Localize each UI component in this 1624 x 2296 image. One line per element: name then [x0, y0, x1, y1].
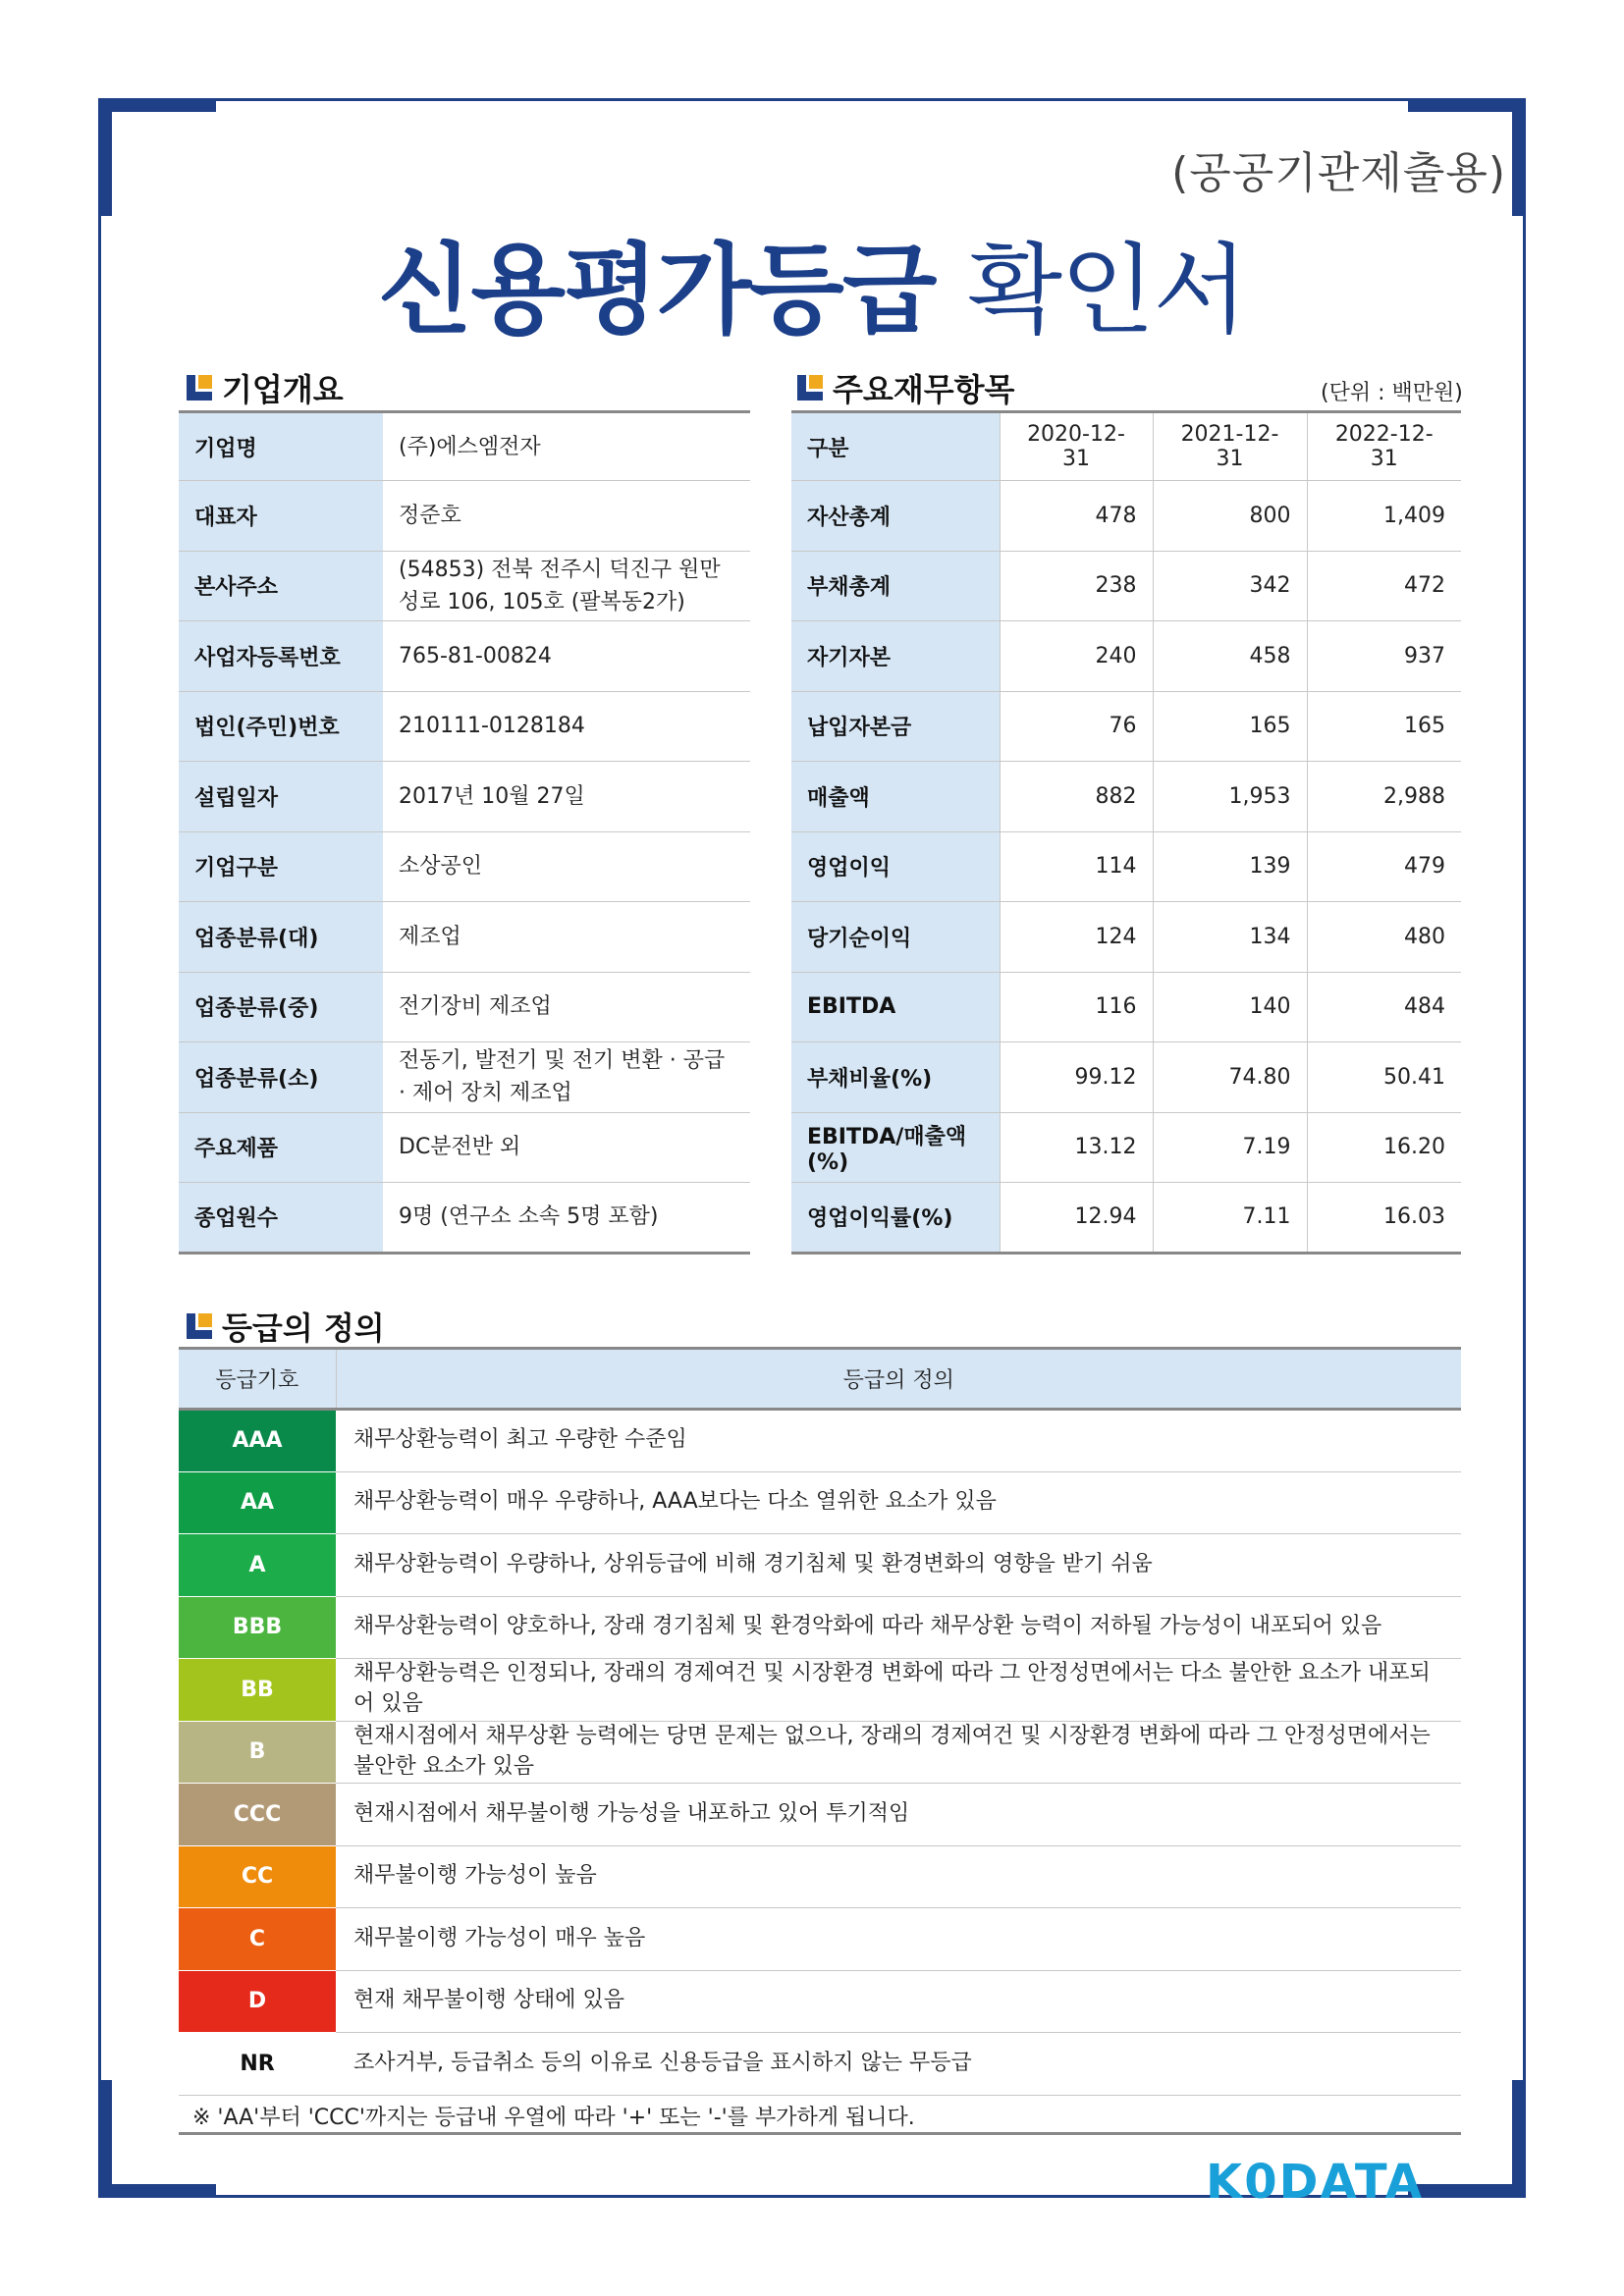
- finance-value: 1,409: [1307, 481, 1461, 552]
- section-bullet-icon: [187, 1313, 212, 1339]
- finance-value: 478: [1000, 481, 1153, 552]
- section-bullet-icon: [797, 375, 823, 400]
- finance-value: 484: [1307, 972, 1461, 1042]
- company-row: [179, 902, 750, 973]
- finance-row-label: 당기순이익: [791, 902, 1000, 973]
- finance-section-heading: [797, 365, 1014, 410]
- company-row-label: 기업구분: [179, 831, 383, 902]
- grade-symbol: C: [179, 1908, 336, 1971]
- grade-row: [179, 1596, 1461, 1659]
- grade-symbol: B: [179, 1721, 336, 1784]
- grade-row: [179, 1410, 1461, 1472]
- company-row-value: 전동기, 발전기 및 전기 변환 · 공급 · 제어 장치 제조업: [383, 1042, 750, 1113]
- grades-header-row: [179, 1349, 1461, 1410]
- company-row-value: 210111-0128184: [383, 691, 750, 762]
- grade-row: [179, 1784, 1461, 1846]
- company-row-label: 업종분류(소): [179, 1042, 383, 1113]
- finance-row: [791, 691, 1461, 762]
- grade-definition: 현재시점에서 채무불이행 가능성을 내포하고 있어 투기적임: [336, 1784, 1461, 1846]
- finance-row-label: 자산총계: [791, 481, 1000, 552]
- finance-row-label: 부채비율(%): [791, 1042, 1000, 1113]
- title-light: 확인서: [967, 233, 1247, 347]
- grade-definition: 채무상환능력이 양호하나, 장래 경기침체 및 환경악화에 따라 채무상환 능력이 저하될 가능성이 내포되어 있음: [336, 1596, 1461, 1659]
- finance-value: 342: [1153, 551, 1307, 621]
- grades-header-definition: 등급의 정의: [336, 1349, 1461, 1410]
- finance-value: 165: [1307, 691, 1461, 762]
- finance-value: 165: [1153, 691, 1307, 762]
- finance-row: [791, 1183, 1461, 1254]
- finance-value: 7.19: [1153, 1112, 1307, 1183]
- finance-value: 480: [1307, 902, 1461, 973]
- frame-corner-bl-h: [98, 2184, 216, 2198]
- grade-row: [179, 1534, 1461, 1597]
- finance-value: 140: [1153, 972, 1307, 1042]
- company-row-label: 본사주소: [179, 551, 383, 621]
- finance-value: 479: [1307, 831, 1461, 902]
- grade-row: [179, 2033, 1461, 2096]
- company-row-label: 사업자등록번호: [179, 621, 383, 692]
- grade-definition: 채무불이행 가능성이 높음: [336, 1845, 1461, 1908]
- grades-table: [179, 1347, 1461, 2096]
- frame-corner-br-h: [1408, 2184, 1526, 2198]
- company-row: [179, 551, 750, 621]
- company-section-heading: [187, 365, 344, 410]
- company-row-value: 전기장비 제조업: [383, 972, 750, 1042]
- grade-definition: 현재시점에서 채무상환 능력에는 당면 문제는 없으나, 장래의 경제여건 및 시장환경 변화에 따라 그 안정성면에서는 불안한 요소가 있음: [336, 1721, 1461, 1784]
- finance-row-label: 자기자본: [791, 621, 1000, 692]
- finance-row: [791, 621, 1461, 692]
- frame-corner-tr: [1512, 98, 1526, 216]
- finance-value: 16.20: [1307, 1112, 1461, 1183]
- grade-symbol: AAA: [179, 1410, 336, 1472]
- grade-row: [179, 1970, 1461, 2033]
- title-bold: 신용평가등급: [377, 233, 936, 347]
- finance-value: 134: [1153, 902, 1307, 973]
- finance-header-row: [791, 412, 1461, 481]
- finance-row-label: 영업이익: [791, 831, 1000, 902]
- finance-value: 74.80: [1153, 1042, 1307, 1113]
- grade-row: [179, 1471, 1461, 1534]
- finance-value: 882: [1000, 762, 1153, 832]
- finance-value: 2,988: [1307, 762, 1461, 832]
- section-bullet-icon: [187, 375, 212, 400]
- finance-value: 116: [1000, 972, 1153, 1042]
- finance-row-label: EBITDA/매출액(%): [791, 1112, 1000, 1183]
- company-row: [179, 481, 750, 552]
- company-row-label: 주요제품: [179, 1112, 383, 1183]
- grade-symbol: BB: [179, 1659, 336, 1722]
- grades-section-heading: [187, 1304, 385, 1349]
- grades-header-symbol: 등급기호: [179, 1349, 336, 1410]
- company-row-value: 제조업: [383, 902, 750, 973]
- grades-section-title: 등급의 정의: [222, 1309, 385, 1347]
- finance-header-year: 2022-12-31: [1307, 412, 1461, 481]
- grade-definition: 채무상환능력은 인정되나, 장래의 경제여건 및 시장환경 변화에 따라 그 안정성면에서는 다소 불안한 요소가 내포되어 있음: [336, 1659, 1461, 1722]
- finance-value: 238: [1000, 551, 1153, 621]
- company-row: [179, 691, 750, 762]
- finance-value: 76: [1000, 691, 1153, 762]
- company-row-label: 대표자: [179, 481, 383, 552]
- grade-symbol: BBB: [179, 1596, 336, 1659]
- finance-row-label: 부채총계: [791, 551, 1000, 621]
- finance-header-label: 구분: [791, 412, 1000, 481]
- finance-value: 124: [1000, 902, 1153, 973]
- finance-row-label: EBITDA: [791, 972, 1000, 1042]
- grade-symbol: CC: [179, 1845, 336, 1908]
- company-row-value: 2017년 10월 27일: [383, 762, 750, 832]
- grade-row: [179, 1845, 1461, 1908]
- company-row-value: (주)에스엠전자: [383, 412, 750, 481]
- company-row-value: (54853) 전북 전주시 덕진구 원만성로 106, 105호 (팔복동2가): [383, 551, 750, 621]
- grade-definition: 현재 채무불이행 상태에 있음: [336, 1970, 1461, 2033]
- finance-row-label: 영업이익률(%): [791, 1183, 1000, 1254]
- company-row: [179, 621, 750, 692]
- finance-header-year: 2021-12-31: [1153, 412, 1307, 481]
- grade-symbol: AA: [179, 1471, 336, 1534]
- company-row-value: 765-81-00824: [383, 621, 750, 692]
- finance-value: 12.94: [1000, 1183, 1153, 1254]
- finance-row: [791, 481, 1461, 552]
- frame-corner-tl: [98, 98, 112, 216]
- company-row: [179, 762, 750, 832]
- company-row-label: 업종분류(중): [179, 972, 383, 1042]
- grade-definition: 조사거부, 등급취소 등의 이유로 신용등급을 표시하지 않는 무등급: [336, 2033, 1461, 2096]
- company-row-label: 업종분류(대): [179, 902, 383, 973]
- finance-value: 16.03: [1307, 1183, 1461, 1254]
- finance-value: 458: [1153, 621, 1307, 692]
- company-row-value: 9명 (연구소 소속 5명 포함): [383, 1183, 750, 1254]
- company-row-label: 설립일자: [179, 762, 383, 832]
- grade-definition: 채무상환능력이 매우 우량하나, AAA보다는 다소 열위한 요소가 있음: [336, 1471, 1461, 1534]
- grade-symbol: NR: [179, 2033, 336, 2096]
- finance-value: 240: [1000, 621, 1153, 692]
- document-subtitle: (공공기관제출용): [1171, 148, 1506, 198]
- grade-definition: 채무불이행 가능성이 매우 높음: [336, 1908, 1461, 1971]
- finance-unit: (단위 : 백만원): [1321, 381, 1463, 405]
- company-row: [179, 972, 750, 1042]
- finance-value: 99.12: [1000, 1042, 1153, 1113]
- finance-row: [791, 1042, 1461, 1113]
- frame-corner-tr-h: [1408, 98, 1526, 112]
- company-row-label: 종업원수: [179, 1183, 383, 1254]
- finance-value: 1,953: [1153, 762, 1307, 832]
- finance-value: 13.12: [1000, 1112, 1153, 1183]
- grades-bottom-rule: [179, 2132, 1461, 2135]
- finance-row-label: 매출액: [791, 762, 1000, 832]
- finance-row: [791, 831, 1461, 902]
- company-row: [179, 831, 750, 902]
- grade-symbol: D: [179, 1970, 336, 2033]
- finance-header-year: 2020-12-31: [1000, 412, 1153, 481]
- company-row-value: DC분전반 외: [383, 1112, 750, 1183]
- finance-row: [791, 972, 1461, 1042]
- finance-value: 472: [1307, 551, 1461, 621]
- finance-value: 7.11: [1153, 1183, 1307, 1254]
- grade-symbol: A: [179, 1534, 336, 1597]
- grade-definition: 채무상환능력이 우량하나, 상위등급에 비해 경기침체 및 환경변화의 영향을 받기 쉬움: [336, 1534, 1461, 1597]
- finance-row: [791, 1112, 1461, 1183]
- finance-row-label: 납입자본금: [791, 691, 1000, 762]
- company-table: [179, 410, 750, 1255]
- grade-symbol: CCC: [179, 1784, 336, 1846]
- finance-value: 937: [1307, 621, 1461, 692]
- document-title: [0, 211, 1624, 352]
- company-row: [179, 412, 750, 481]
- finance-value: 114: [1000, 831, 1153, 902]
- grade-row: [179, 1908, 1461, 1971]
- company-row: [179, 1183, 750, 1254]
- company-row-label: 기업명: [179, 412, 383, 481]
- frame-corner-br: [1512, 2080, 1526, 2198]
- company-row-label: 법인(주민)번호: [179, 691, 383, 762]
- finance-row: [791, 902, 1461, 973]
- grade-row: [179, 1721, 1461, 1784]
- grades-note: ※ 'AA'부터 'CCC'까지는 등급내 우열에 따라 '+' 또는 '-'를 부가하게 됩니다.: [192, 2106, 915, 2130]
- finance-value: 50.41: [1307, 1042, 1461, 1113]
- finance-value: 139: [1153, 831, 1307, 902]
- grade-row: [179, 1659, 1461, 1722]
- finance-value: 800: [1153, 481, 1307, 552]
- frame-corner-bl: [98, 2080, 112, 2198]
- grade-definition: 채무상환능력이 최고 우량한 수준임: [336, 1410, 1461, 1472]
- company-row: [179, 1112, 750, 1183]
- kodata-logo: K0DATA: [1206, 2155, 1425, 2210]
- finance-section-title: 주요재무항목: [833, 371, 1015, 408]
- finance-table: [791, 410, 1461, 1255]
- frame-corner-tl-h: [98, 98, 216, 112]
- finance-row: [791, 762, 1461, 832]
- company-section-title: 기업개요: [222, 371, 344, 408]
- company-row-value: 소상공인: [383, 831, 750, 902]
- company-row: [179, 1042, 750, 1113]
- finance-row: [791, 551, 1461, 621]
- company-row-value: 정준호: [383, 481, 750, 552]
